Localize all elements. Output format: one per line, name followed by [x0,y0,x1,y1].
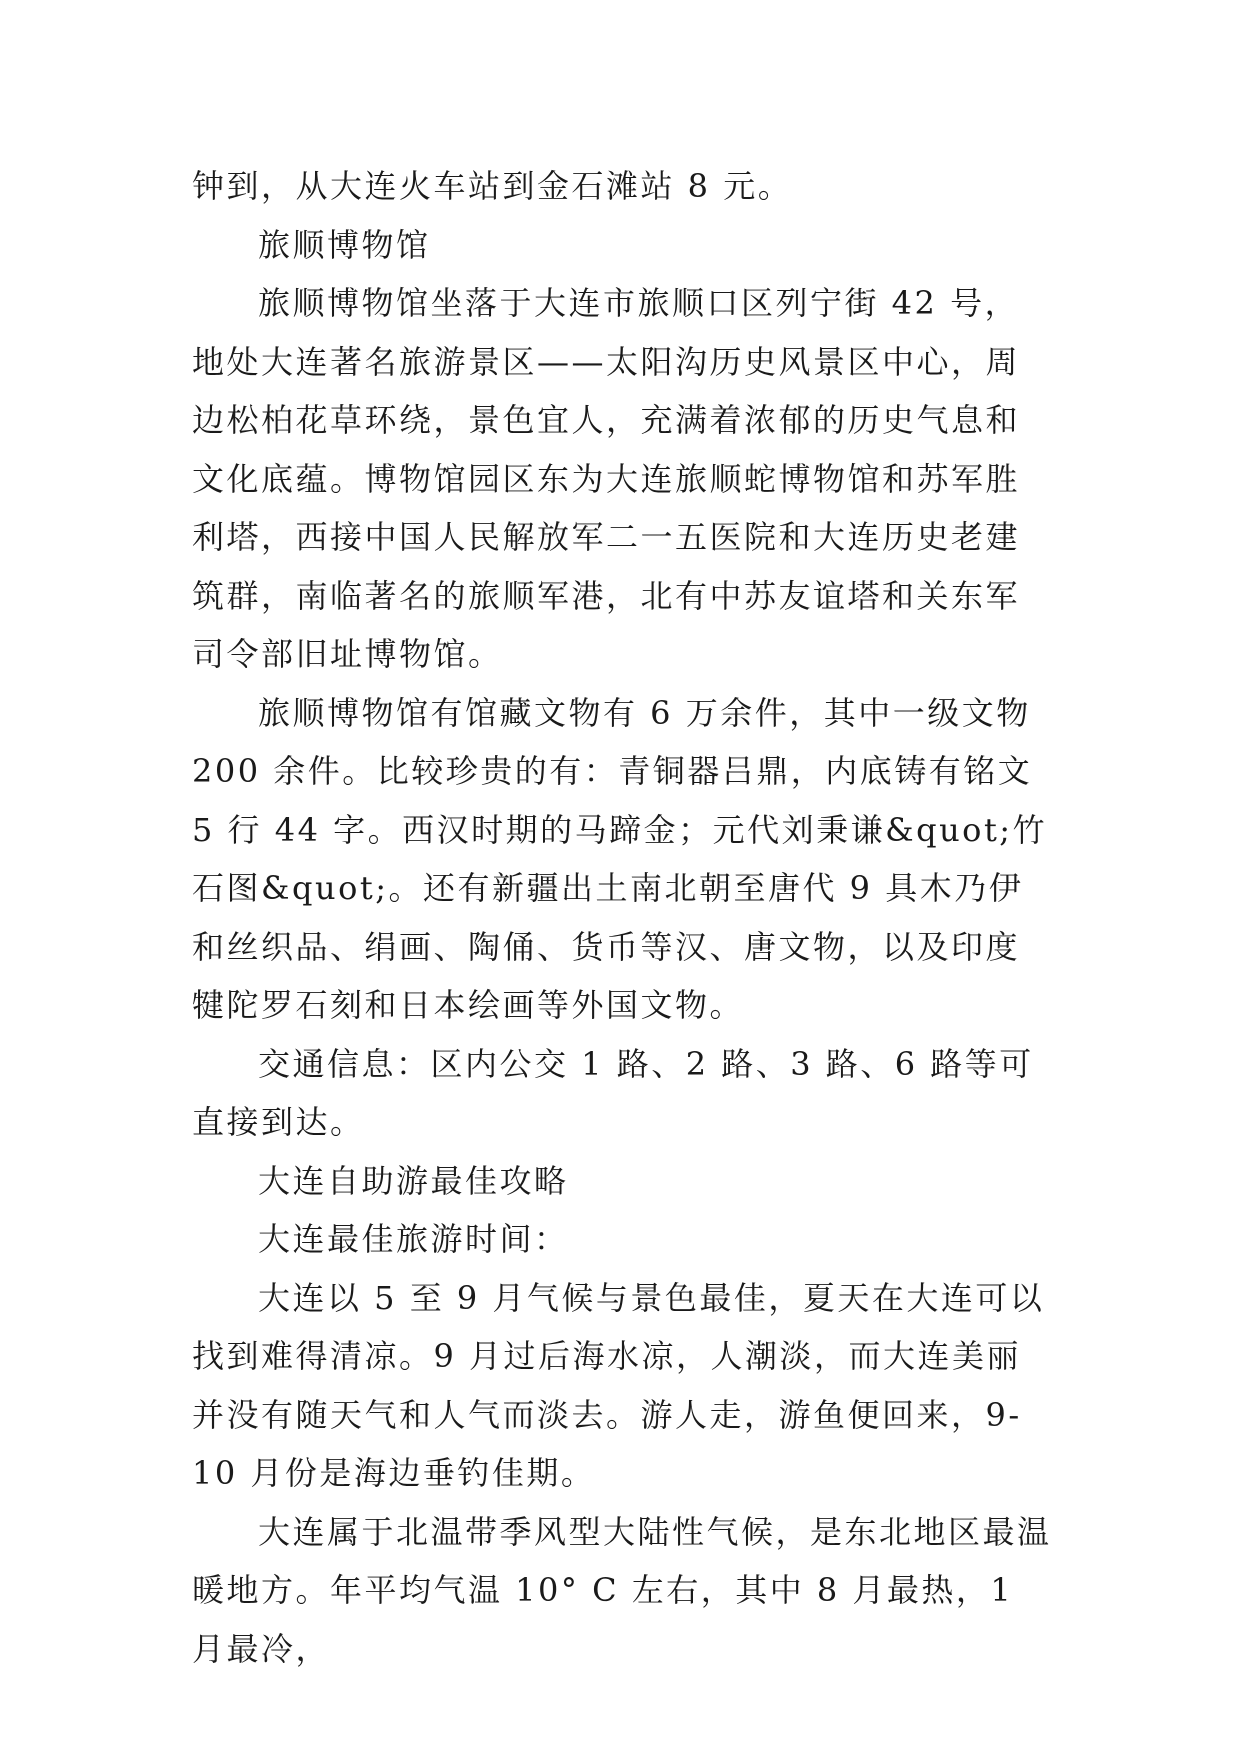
heading-lushun-museum: 旅顺博物馆 [258,225,431,264]
document-body [192,157,1052,1678]
heading-best-travel-time: 大连最佳旅游时间： [258,1220,569,1258]
paragraph-best-season: 大连以 5 至 9 月气候与景色最佳，夏天在大连可以找到难得清凉。9 月过后海水凉，人潮淡，而大连美丽并没有随天气和人气而淡去。游人走，游鱼便回来，9-10 月份是海边垂钓佳期。 [192,1278,1045,1492]
heading-dalian-travel-guide: 大连自助游最佳攻略 [258,1161,569,1200]
paragraph-museum-collection: 旅顺博物馆有馆藏文物有 6 万余件，其中一级文物 200 余件。比较珍贵的有：青铜器吕鼎，内底铸有铭文 5 行 44 字。西汉时期的马蹄金；元代刘秉谦&quot;竹石图&quot;。还有新疆出土南北朝至唐代 9 具木乃伊和丝织品、绢画、陶俑、货币等汉、唐文物，以及印度犍陀罗石刻和日本绘画等外国文物。 [192,693,1048,1024]
paragraph-continuation: 钟到，从大连火车站到金石滩站 8 元。 [192,167,793,205]
paragraph-museum-location: 旅顺博物馆坐落于大连市旅顺口区列宁街 42 号，地处大连著名旅游景区——太阳沟历史风景区中心，周边松柏花草环绕，景色宜人，充满着浓郁的历史气息和文化底蕴。博物馆园区东为大连旅顺蛇博物馆和苏军胜利塔，西接中国人民解放军二一五医院和大连历史老建筑群，南临著名的旅顺军港，北有中苏友谊塔和关东军司令部旧址博物馆。 [192,284,1021,673]
paragraph-transport-info: 交通信息：区内公交 1 路、2 路、3 路、6 路等可直接到达。 [192,1044,1034,1141]
paragraph-climate: 大连属于北温带季风型大陆性气候，是东北地区最温暖地方。年平均气温 10° C 左右，其中 8 月最热，1 月最冷， [192,1512,1052,1668]
